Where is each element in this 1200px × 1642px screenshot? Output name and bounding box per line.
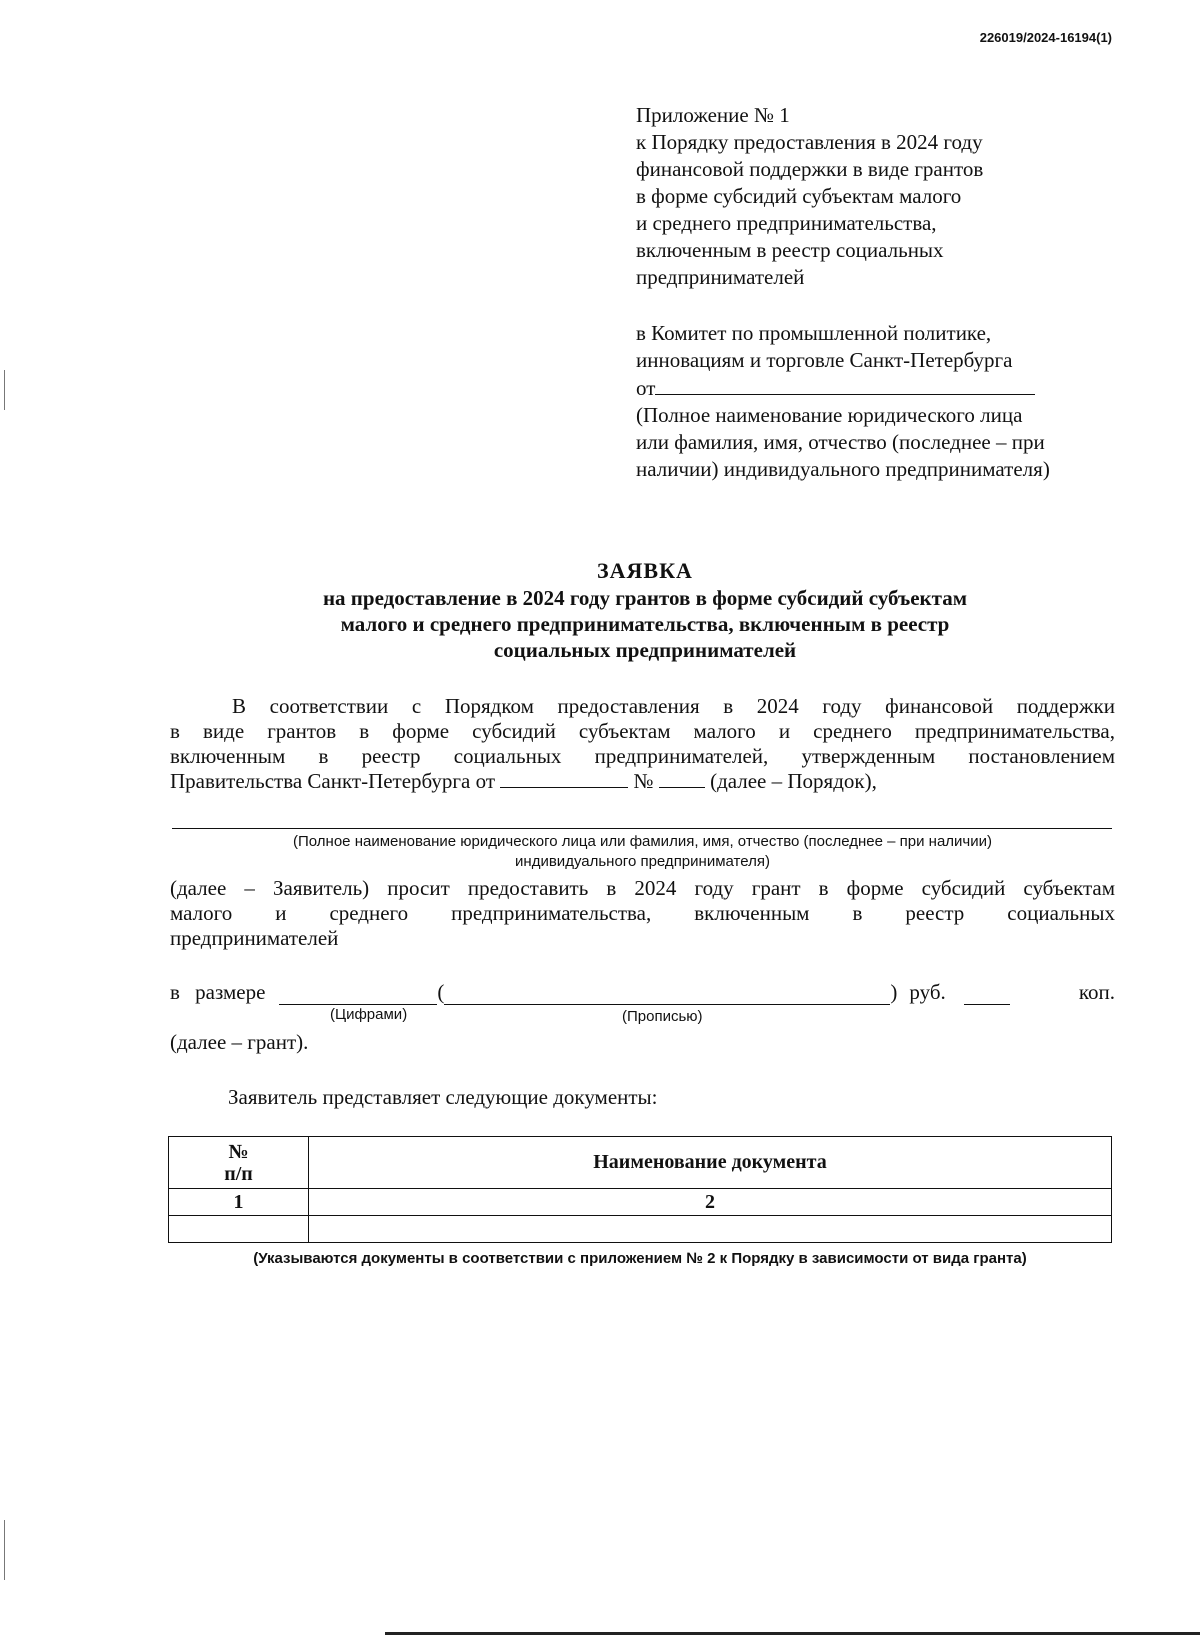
- table-row: [169, 1216, 1112, 1243]
- amount-digits-field[interactable]: [279, 986, 437, 1005]
- title-sub-line: социальных предпринимателей: [493, 638, 797, 662]
- annex-line: Приложение № 1: [636, 103, 790, 127]
- recipient-caption-line: или фамилия, имя, отчество (последнее – при: [636, 430, 1045, 454]
- empty-doc-name-cell[interactable]: [309, 1216, 1112, 1243]
- body-line: включенным в реестр социальных предпринимателей, утвержденным постановлением: [170, 744, 1115, 768]
- request-line: (далее – Заявитель) просит предоставить в 2024 году грант в форме субсидий субъектам: [170, 876, 1115, 900]
- from-row: [636, 374, 1156, 402]
- decree-suffix: (далее – Порядок),: [710, 769, 877, 793]
- documents-table: [168, 1136, 1112, 1243]
- request-line: предпринимателей: [170, 926, 339, 950]
- title-sub-line: на предоставление в 2024 году грантов в форме субсидий субъектам: [322, 586, 968, 610]
- title-sub-line: малого и среднего предпринимательства, включенным в реестр: [340, 612, 950, 636]
- header-doc-name: Наименование документа: [309, 1137, 1112, 1189]
- table-header-row: [169, 1137, 1112, 1189]
- request-line: малого и среднего предпринимательства, включенным в реестр социальных: [170, 901, 1115, 925]
- header-number-sign: №: [228, 1140, 249, 1163]
- annex-line: включенным в реестр социальных: [636, 238, 944, 262]
- caption-line: (Полное наименование юридического лица или фамилия, имя, отчество (последнее – при наличии): [293, 833, 992, 850]
- decree-date-field[interactable]: [500, 769, 628, 788]
- scan-edge-line: [385, 1632, 1200, 1635]
- scan-mark: [4, 370, 5, 410]
- documents-caption: (Указываются документы в соответствии с приложением № 2 к Порядку в зависимости от вида гранта): [253, 1250, 1027, 1267]
- amount-row: [170, 980, 1115, 1005]
- applicant-full-name-field[interactable]: [172, 828, 1112, 829]
- recipient-caption-line: (Полное наименование юридического лица: [636, 403, 1023, 427]
- index-cell-2: 2: [309, 1189, 1112, 1216]
- decree-prefix: Правительства Санкт-Петербурга от: [170, 769, 496, 793]
- body-line-decree: [170, 769, 1115, 794]
- header-number-cell: [169, 1137, 309, 1189]
- decree-number-field[interactable]: [659, 769, 705, 788]
- request-paragraph: [170, 876, 1115, 951]
- table-index-row: [169, 1189, 1112, 1216]
- amount-prefix: в размере: [170, 980, 266, 1004]
- annex-line: финансовой поддержки в виде грантов: [636, 157, 984, 181]
- amount-kop: коп.: [1078, 980, 1115, 1004]
- body-paragraph: [170, 694, 1115, 794]
- caption-words: (Прописью): [622, 1008, 703, 1025]
- scan-mark: [4, 1520, 5, 1580]
- annex-line: в форме субсидий субъектам малого: [636, 184, 962, 208]
- amount-rub: руб.: [909, 980, 946, 1004]
- caption-line: индивидуального предпринимателя): [515, 853, 770, 870]
- body-line: в виде грантов в форме субсидий субъектам малого и среднего предпринимательства,: [170, 719, 1115, 743]
- header-number-label: п/п: [224, 1162, 253, 1185]
- empty-number-cell[interactable]: [169, 1216, 309, 1243]
- caption-digits: (Цифрами): [330, 1006, 408, 1023]
- annex-line: предпринимателей: [636, 265, 805, 289]
- recipient-line: в Комитет по промышленной политике,: [636, 321, 992, 345]
- amount-kop-field[interactable]: [964, 986, 1010, 1005]
- recipient-caption-line: наличии) индивидуального предпринимателя): [636, 457, 1050, 481]
- amount-close-paren: ): [890, 980, 898, 1004]
- amount-open-paren: (: [437, 980, 445, 1004]
- recipient-line: инновациям и торговле Санкт-Петербурга: [636, 348, 1013, 372]
- decree-number-sign: №: [633, 769, 654, 793]
- applicant-name-field[interactable]: [655, 374, 1035, 395]
- body-line: В соответствии с Порядком предоставления в 2024 году финансовой поддержки: [232, 694, 1115, 718]
- recipient-block: [636, 320, 1156, 483]
- documents-intro: Заявитель представляет следующие документы:: [228, 1085, 658, 1109]
- document-title: [170, 558, 1120, 663]
- amount-words-field[interactable]: [444, 986, 890, 1005]
- grant-note: (далее – грант).: [170, 1030, 309, 1054]
- title-main: ЗАЯВКА: [597, 558, 693, 583]
- applicant-name-caption: [170, 832, 1115, 872]
- index-cell-1: 1: [169, 1189, 309, 1216]
- from-prefix: от: [636, 376, 656, 400]
- document-id: 226019/2024-16194(1): [979, 30, 1112, 45]
- annex-line: и среднего предпринимательства,: [636, 211, 937, 235]
- annex-line: к Порядку предоставления в 2024 году: [636, 130, 983, 154]
- annex-header: [636, 102, 1136, 291]
